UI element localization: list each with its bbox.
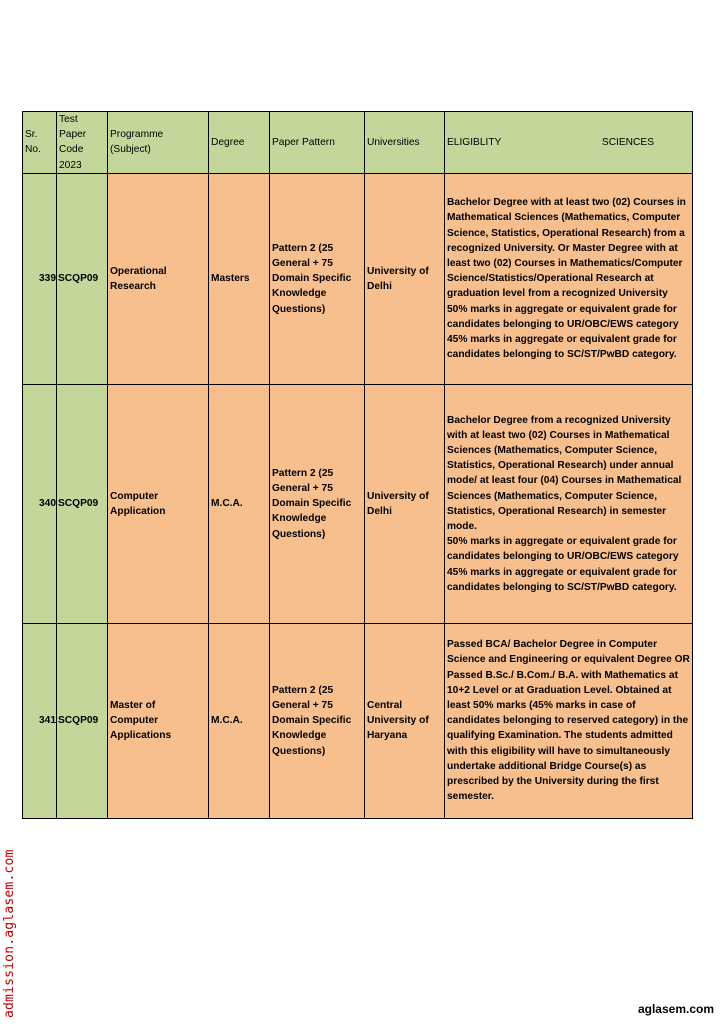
row-university: University of Delhi (365, 173, 445, 384)
table-header-row (23, 112, 693, 174)
header-eligibility (445, 112, 693, 174)
row-programme: Master of Computer Applications (108, 623, 209, 818)
header-universities: Universities (365, 112, 445, 174)
row-pattern: Pattern 2 (25 General + 75 Domain Specific Knowledge Questions) (270, 173, 365, 384)
row-degree: M.C.A. (209, 623, 270, 818)
table-row (23, 623, 693, 818)
header-section-label: SCIENCES (601, 136, 654, 148)
row-code: SCQP09 (57, 173, 108, 384)
row-sr: 341 (23, 623, 57, 818)
table-row (23, 173, 693, 384)
row-programme: Operational Research (108, 173, 209, 384)
row-sr: 340 (23, 384, 57, 623)
footer-site-name: aglasem.com (637, 1002, 714, 1016)
header-degree: Degree (209, 112, 270, 174)
row-university: Central University of Haryana (365, 623, 445, 818)
row-pattern: Pattern 2 (25 General + 75 Domain Specific Knowledge Questions) (270, 623, 365, 818)
row-pattern: Pattern 2 (25 General + 75 Domain Specific Knowledge Questions) (270, 384, 365, 623)
watermark-url: admission.aglasem.com (2, 849, 17, 1018)
row-university: University of Delhi (365, 384, 445, 623)
row-code: SCQP09 (57, 623, 108, 818)
header-eligibility-label: ELIGIBLITY (447, 136, 502, 148)
header-paper-pattern: Paper Pattern (270, 112, 365, 174)
row-eligibility: Bachelor Degree from a recognized University with at least two (02) Courses in Mathematical Sciences (Mathematics, Computer Science, Statistics, Operational Research) under annual mode/ at least four (04) Courses in Mathematical Sciences (Mathematics, Computer Science, Statistics, Operational Research) in semester mode. 50% marks in aggregate or equivalent grade for candidates belonging to UR/OBC/EWS category 45% marks in aggregate or equivalent grade for candidates belonging to SC/ST/PwBD category. (445, 384, 693, 623)
row-sr: 339 (23, 173, 57, 384)
header-test-paper-code: Test Paper Code 2023 (57, 112, 108, 174)
row-degree: Masters (209, 173, 270, 384)
row-code: SCQP09 (57, 384, 108, 623)
row-eligibility: Passed BCA/ Bachelor Degree in Computer Science and Engineering or equivalent Degree OR Passed B.Sc./ B.Com./ B.A. with Mathematics at 10+2 Level or at Graduation Level. Obtained at least 50% marks (45% marks in case of candidates belonging to reserved category) in the qualifying Examination. The students admitted with this eligibility will have to simultaneously undertake additional Bridge Course(s) as prescribed by the University during the first semester. (445, 623, 693, 818)
header-sr: Sr. No. (23, 112, 57, 174)
row-eligibility: Bachelor Degree with at least two (02) Courses in Mathematical Sciences (Mathematics, Computer Science, Statistics, Operational Research) from a recognized University. Or Master Degree with at least two (02) Courses in Mathematics/Computer Science/Statistics/Operational Research at graduation level from a recognized University 50% marks in aggregate or equivalent grade for candidates belonging to UR/OBC/EWS category 45% marks in aggregate or equivalent grade for candidates belonging to SC/ST/PwBD category. (445, 173, 693, 384)
row-degree: M.C.A. (209, 384, 270, 623)
table-row (23, 384, 693, 623)
header-programme: Programme (Subject) (108, 112, 209, 174)
eligibility-table (22, 111, 693, 819)
row-programme: Computer Application (108, 384, 209, 623)
